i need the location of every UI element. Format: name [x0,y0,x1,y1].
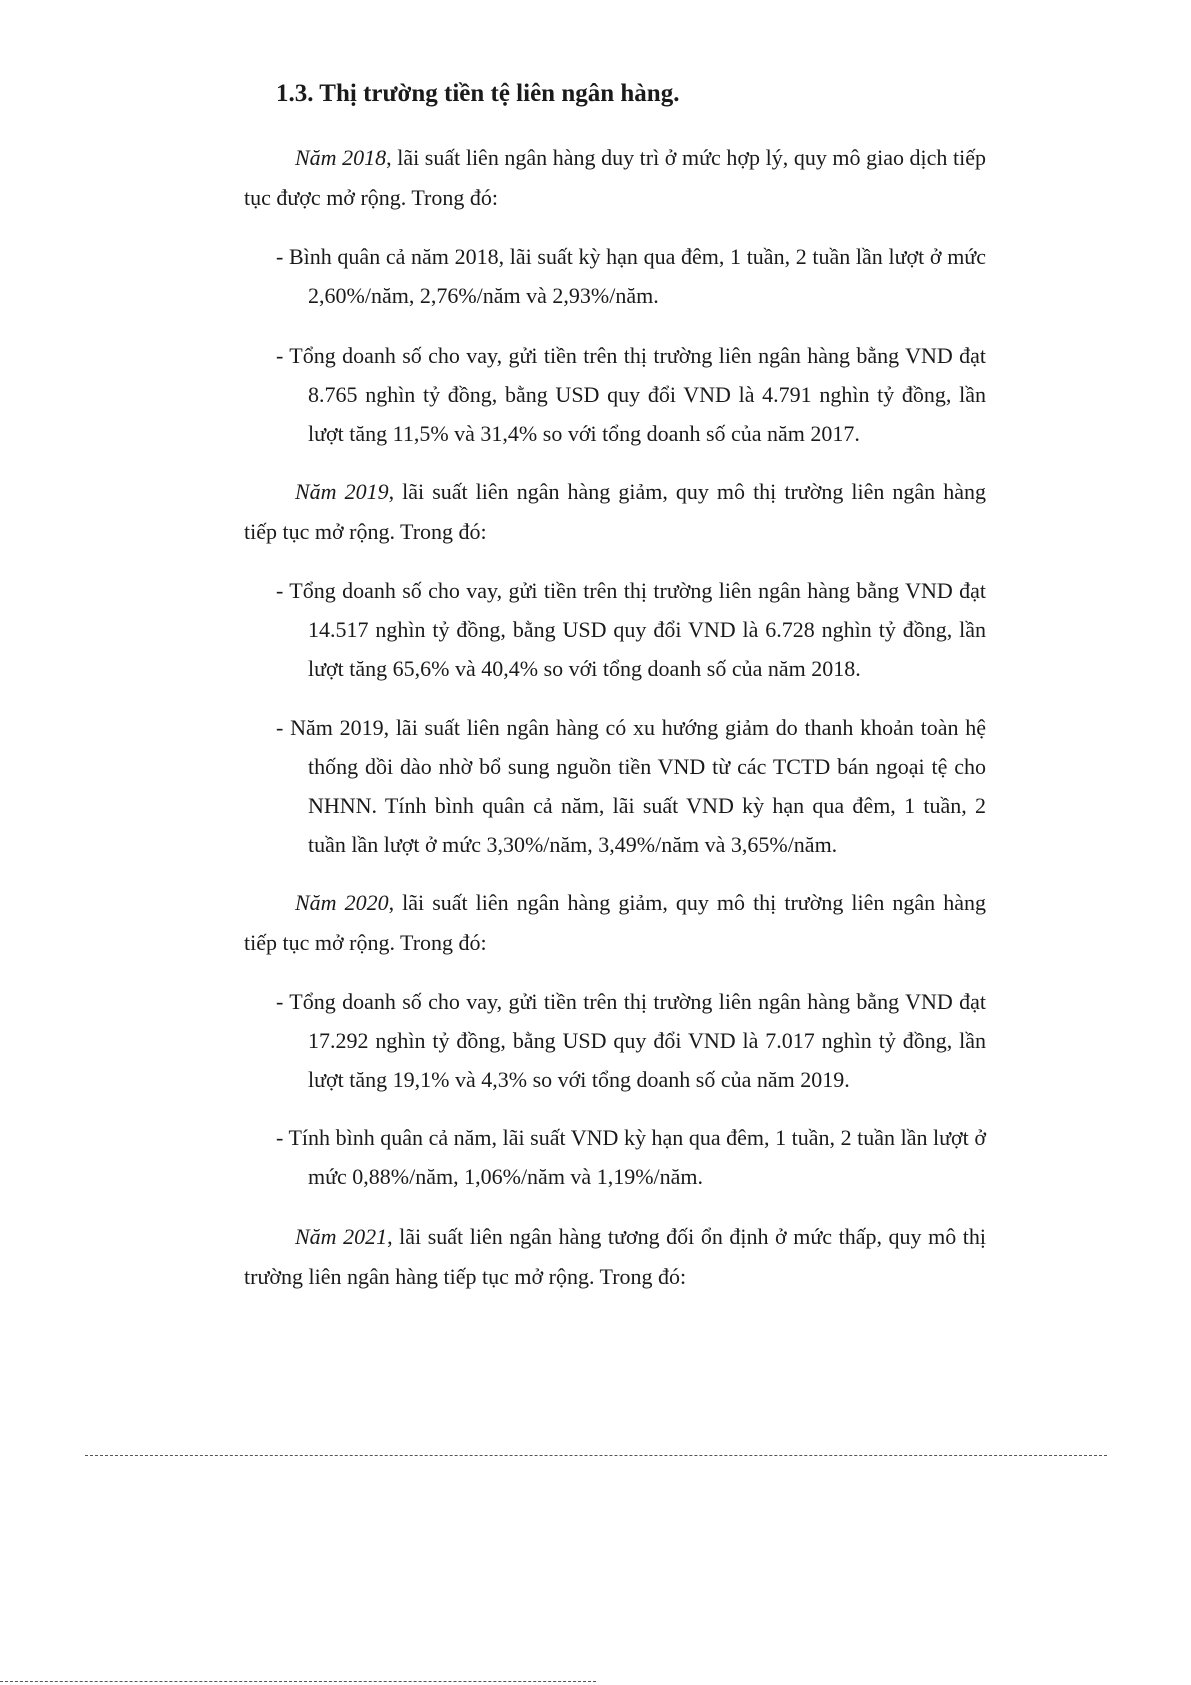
bullet-item: - Tổng doanh số cho vay, gửi tiền trên thị trường liên ngân hàng bằng VND đạt 14.517 nghìn tỷ đồng, bằng USD quy đổi VND là 6.728 nghìn tỷ đồng, lần lượt tăng 65,6% và 40,4% so với tổng doanh số của năm 2018. [276,578,986,681]
intro-text-continued: tiếp tục mở rộng. Trong đó: [244,930,487,955]
year-label: Năm 2019 [295,479,389,504]
bullet-item: - Bình quân cả năm 2018, lãi suất kỳ hạn qua đêm, 1 tuần, 2 tuần lần lượt ở mức 2,60%/năm, 2,76%/năm và 2,93%/năm. [276,244,986,308]
bullet-item: - Tổng doanh số cho vay, gửi tiền trên thị trường liên ngân hàng bằng VND đạt 8.765 nghìn tỷ đồng, bằng USD quy đổi VND là 4.791 nghìn tỷ đồng, lần lượt tăng 11,5% và 31,4% so với tổng doanh số của năm 2017. [276,343,986,446]
intro-text-continued: trường liên ngân hàng tiếp tục mở rộng. Trong đó: [244,1264,687,1289]
paragraph-2021 [244,1217,986,1297]
paragraph-2019 [244,472,986,552]
bullet-item: - Tổng doanh số cho vay, gửi tiền trên thị trường liên ngân hàng bằng VND đạt 17.292 nghìn tỷ đồng, bằng USD quy đổi VND là 7.017 nghìn tỷ đồng, lần lượt tăng 19,1% và 4,3% so với tổng doanh số của năm 2019. [276,989,986,1092]
page-break-divider [85,1455,1107,1456]
intro-text-continued: tục được mở rộng. Trong đó: [244,185,498,210]
year-label: Năm 2020 [295,890,389,915]
bullet-item: - Năm 2019, lãi suất liên ngân hàng có xu hướng giảm do thanh khoản toàn hệ thống dồi dào nhờ bổ sung nguồn tiền VND từ các TCTD bán ngoại tệ cho NHNN. Tính bình quân cả năm, lãi suất VND kỳ hạn qua đêm, 1 tuần, 2 tuần lần lượt ở mức 3,30%/năm, 3,49%/năm và 3,65%/năm. [276,715,986,857]
year-label: Năm 2021 [295,1224,388,1249]
footer-divider [0,1681,596,1682]
paragraph-2018 [244,138,986,218]
bullet-item: - Tính bình quân cả năm, lãi suất VND kỳ hạn qua đêm, 1 tuần, 2 tuần lần lượt ở mức 0,88%/năm, 1,06%/năm và 1,19%/năm. [276,1125,986,1189]
intro-text: , lãi suất liên ngân hàng tương đối ổn định ở mức thấp, quy mô thị [387,1224,986,1249]
intro-text-continued: tiếp tục mở rộng. Trong đó: [244,519,487,544]
intro-text: , lãi suất liên ngân hàng giảm, quy mô thị trường liên ngân hàng [388,890,986,915]
intro-text: , lãi suất liên ngân hàng duy trì ở mức hợp lý, quy mô giao dịch tiếp [386,145,986,170]
paragraph-2020 [244,883,986,963]
intro-text: , lãi suất liên ngân hàng giảm, quy mô thị trường liên ngân hàng [388,479,986,504]
section-heading: 1.3. Thị trường tiền tệ liên ngân hàng. [276,80,680,107]
year-label: Năm 2018 [295,145,387,170]
